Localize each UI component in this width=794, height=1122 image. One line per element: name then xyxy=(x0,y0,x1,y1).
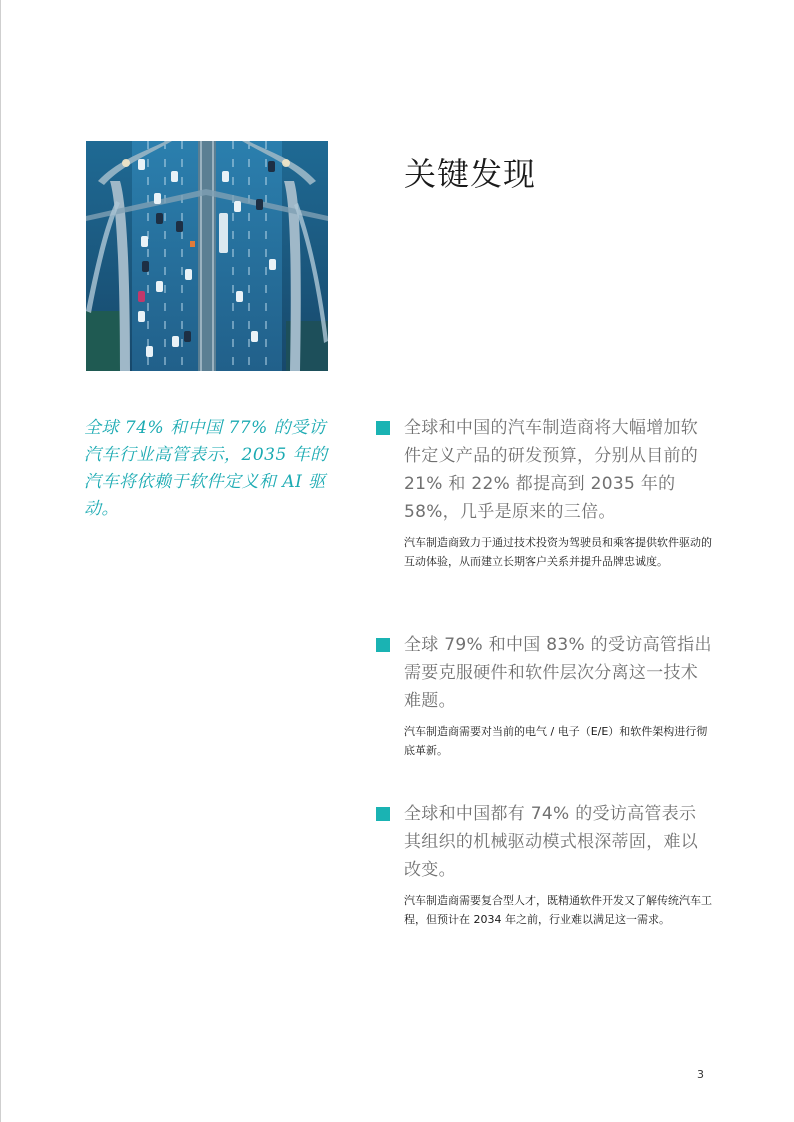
finding-body: 汽车制造商致力于通过技术投资为驾驶员和乘客提供软件驱动的互动体验，从而建立长期客户关系并提升品牌忠诚度。 xyxy=(404,536,712,568)
finding-headline: 全球和中国都有 74% 的受访高管表示其组织的机械驱动模式根深蒂固，难以改变。 xyxy=(404,804,699,880)
teal-square-bullet-icon xyxy=(376,421,390,435)
page-edge-rule xyxy=(0,0,1,1122)
page-title: 关键发现 xyxy=(404,155,537,194)
teal-square-bullet-icon xyxy=(376,807,390,821)
finding-headline: 全球和中国的汽车制造商将大幅增加软件定义产品的研发预算，分别从目前的 21% 和 22% 都提高到 2035 年的 58%，几乎是原来的三倍。 xyxy=(404,418,699,522)
aerial-highway-image xyxy=(86,141,328,371)
finding-headline: 全球 79% 和中国 83% 的受访高管指出需要克服硬件和软件层次分离这一技术难题。 xyxy=(404,635,712,711)
page-number: 3 xyxy=(697,1068,704,1081)
finding-body: 汽车制造商需要复合型人才，既精通软件开发又了解传统汽车工程，但预计在 2034 年之前，行业难以满足这一需求。 xyxy=(404,894,712,926)
key-finding-1 xyxy=(376,414,712,571)
key-finding-2 xyxy=(376,631,712,760)
key-finding-3 xyxy=(376,800,712,929)
pull-quote: 全球 74% 和中国 77% 的受访汽车行业高管表示，2035 年的汽车将依赖于软件定义和 AI 驱动。 xyxy=(84,418,328,519)
finding-body: 汽车制造商需要对当前的电气 / 电子（E/E）和软件架构进行彻底革新。 xyxy=(404,725,708,757)
teal-square-bullet-icon xyxy=(376,638,390,652)
